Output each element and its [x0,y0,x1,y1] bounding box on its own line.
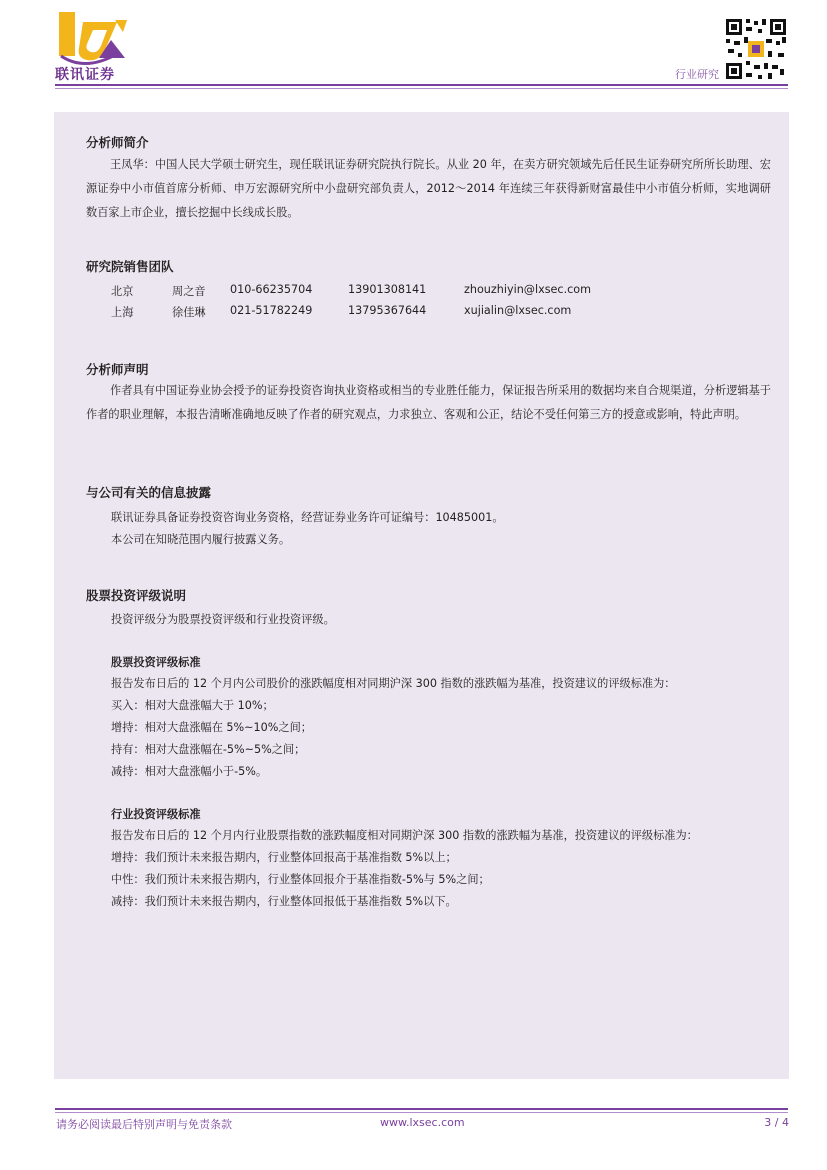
footer-rule [55,1108,788,1110]
industry-rating-item: 减持：我们预计未来报告期内，行业整体回报低于基准指数 5%以下。 [111,895,457,908]
sales-city: 上海 [111,306,134,319]
disclosure-heading: 与公司有关的信息披露 [86,485,212,500]
sales-team-heading: 研究院销售团队 [86,259,174,274]
industry-rating-item: 增持：我们预计未来报告期内，行业整体回报高于基准指数 5%以上； [111,851,457,864]
industry-rating-subheading: 行业投资评级标准 [111,808,201,821]
analyst-intro-heading: 分析师简介 [86,135,149,150]
analyst-intro-text: 王凤华：中国人民大学硕士研究生，现任联讯证券研究院执行院长。从业 20 年，在卖方研究领域先后任民生证券研究所所长助理、宏源证券中小市值首席分析师、申万宏源研究所中小盘研究部负责人，2012～2014 年连续三年获得新财富最佳中小市值分析师，实地调研数百家上市企业，擅长挖掘中长线成长股。 [86,158,771,219]
section-label: 行业研究 [675,68,719,81]
sales-city: 北京 [111,285,134,298]
analyst-statement-heading: 分析师声明 [86,362,149,377]
company-logo-text: 联讯证券 [55,67,115,83]
sales-mobile: 13795367644 [348,304,427,317]
stock-rating-item: 买入：相对大盘涨幅大于 10%； [111,699,274,712]
header-rule [55,84,788,86]
sales-phone: 021-51782249 [230,304,313,317]
stock-rating-subheading: 股票投资评级标准 [111,656,201,669]
header-rule-thin [55,88,788,89]
page-number: 3 / 4 [764,1116,789,1129]
footer-disclaimer-notice: 请务必阅读最后特别声明与免责条款 [56,1118,232,1131]
analyst-statement-text: 作者具有中国证券业协会授予的证券投资咨询执业资格或相当的专业胜任能力，保证报告所采用的数据均来自合规渠道，分析逻辑基于作者的职业理解，本报告清晰准确地反映了作者的研究观点，力求独立、客观和公正，结论不受任何第三方的授意或影响，特此声明。 [86,384,771,421]
sales-name: 徐佳琳 [172,306,206,319]
stock-rating-item: 持有：相对大盘涨幅在-5%~5%之间； [111,743,306,756]
rating-heading: 股票投资评级说明 [86,588,187,603]
sales-mobile: 13901308141 [348,283,427,296]
stock-rating-item: 增持：相对大盘涨幅在 5%~10%之间； [111,721,312,734]
footer-rule-thin [55,1112,788,1113]
qr-code-icon [724,17,788,81]
industry-rating-item: 中性：我们预计未来报告期内，行业整体回报介于基准指数-5%与 5%之间； [111,873,490,886]
rating-intro: 投资评级分为股票投资评级和行业投资评级。 [111,613,335,626]
sales-phone: 010-66235704 [230,283,313,296]
page-header [0,0,827,92]
footer-website-link[interactable]: www.lxsec.com [380,1116,465,1129]
stock-rating-item: 减持：相对大盘涨幅小于-5%。 [111,765,268,778]
industry-rating-desc: 报告发布日后的 12 个月内行业股票指数的涨跌幅度相对同期沪深 300 指数的涨跌幅为基准，投资建议的评级标准为： [111,829,698,842]
disclosure-line: 联讯证券具备证券投资咨询业务资格，经营证券业务许可证编号：10485001。 [111,511,504,524]
stock-rating-desc: 报告发布日后的 12 个月内公司股价的涨跌幅度相对同期沪深 300 指数的涨跌幅为基准，投资建议的评级标准为： [111,677,676,690]
sales-name: 周之音 [172,285,206,298]
sales-email: xujialin@lxsec.com [464,304,572,317]
disclosure-line: 本公司在知晓范围内履行披露义务。 [111,533,291,546]
sales-email: zhouzhiyin@lxsec.com [464,283,592,296]
